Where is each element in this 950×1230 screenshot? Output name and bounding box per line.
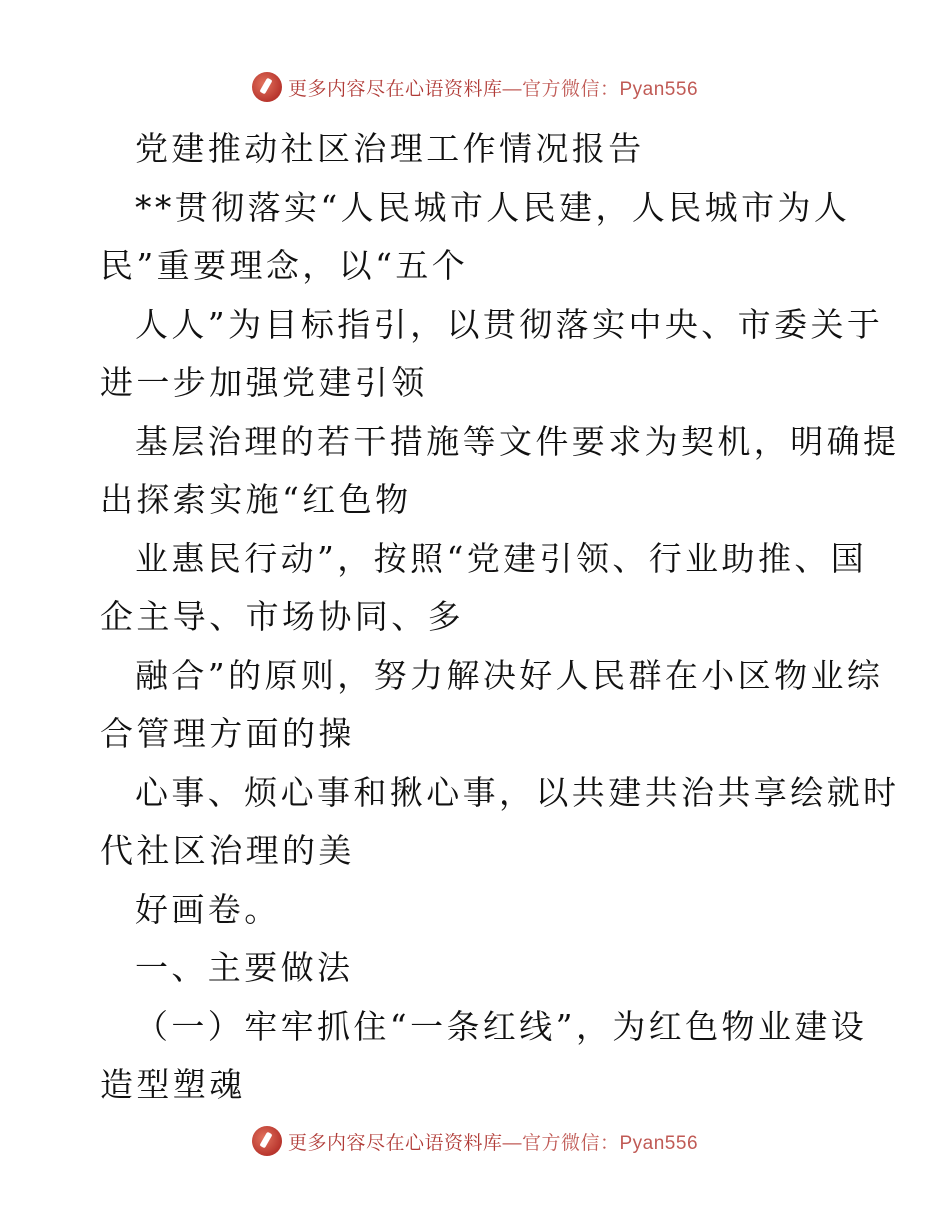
watermark-contact: —官方微信：Pyan556 xyxy=(502,78,699,100)
paragraph-line: 民”重要理念，以“五个 xyxy=(100,246,469,285)
subsection-heading: （一）牢牢抓住“一条红线”，为红色物业建设 xyxy=(135,1006,868,1046)
subsection-heading-cont: 造型塑魂 xyxy=(100,1065,246,1104)
paragraph-line: 出探索实施“红色物 xyxy=(100,480,412,519)
paragraph-line: 业惠民行动”，按照“党建引领、行业助推、国 xyxy=(135,538,868,578)
paragraph-line: **贯彻落实“人民城市人民建，人民城市为人 xyxy=(135,187,851,227)
paragraph-line: 代社区治理的美 xyxy=(100,831,355,870)
paragraph-line: 合管理方面的操 xyxy=(100,714,355,753)
paragraph-line: 基层治理的若干措施等文件要求为契机，明确提 xyxy=(135,421,900,461)
watermark-logo-icon xyxy=(252,72,282,102)
paragraph-line: 人人”为目标指引，以贯彻落实中央、市委关于 xyxy=(135,304,884,344)
watermark-logo-icon xyxy=(252,1126,282,1156)
paragraph-line: 融合”的原则，努力解决好人民群在小区物业综 xyxy=(135,655,884,695)
watermark-contact: —官方微信：Pyan556 xyxy=(502,1132,699,1154)
watermark-header xyxy=(0,72,950,102)
paragraph-line: 心事、烦心事和揪心事，以共建共治共享绘就时 xyxy=(135,772,900,812)
section-heading: 一、主要做法 xyxy=(135,948,354,987)
document-title: 党建推动社区治理工作情况报告 xyxy=(135,129,645,168)
watermark-footer xyxy=(0,1126,950,1156)
watermark-text: 更多内容尽在心语资料库 xyxy=(287,1131,503,1154)
watermark-text: 更多内容尽在心语资料库 xyxy=(287,77,503,100)
paragraph-line: 企主导、市场协同、多 xyxy=(100,597,464,636)
paragraph-line: 进一步加强党建引领 xyxy=(100,363,428,402)
paragraph-line: 好画卷。 xyxy=(135,889,281,929)
document-body xyxy=(100,120,900,1115)
